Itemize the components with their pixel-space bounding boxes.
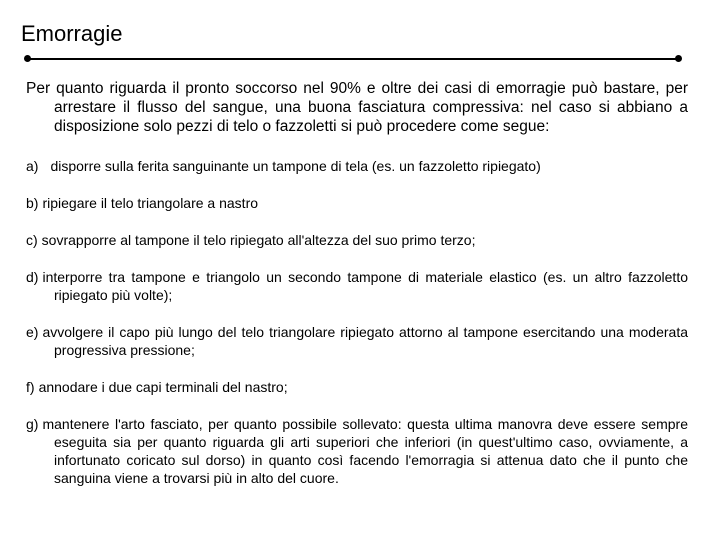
step-b (26, 194, 688, 212)
step-marker: a) (26, 158, 39, 174)
step-marker: c) (26, 232, 38, 248)
step-g (26, 415, 688, 487)
step-marker: f) (26, 379, 35, 395)
step-c (26, 231, 688, 249)
step-text: mantenere l'arto fasciato, per quanto possibile sollevato: questa ultima manovra deve essere sempre eseguita sia per quanto riguarda gli arti superiori che inferiori (in quest'ultimo caso, ovviamente, a infortunato coricato sul dorso) in quanto così facendo l'emorragia si attenua dato che il punto che sanguina viene a trovarsi più in alto del cuore. (42, 416, 688, 486)
steps-list (26, 157, 688, 487)
title-rule (27, 58, 679, 60)
step-d (26, 268, 688, 304)
step-text: disporre sulla ferita sanguinante un tampone di tela (es. un fazzoletto ripiegato) (50, 158, 541, 174)
slide-body (26, 79, 688, 487)
step-f (26, 378, 688, 396)
step-text: ripiegare il telo triangolare a nastro (42, 195, 259, 211)
step-marker: g) (26, 416, 39, 432)
title-rule-right-dot (675, 55, 682, 62)
step-text: avvolgere il capo più lungo del telo triangolare ripiegato attorno al tampone esercitando una moderata progressiva pressione; (42, 324, 688, 358)
step-text: interporre tra tampone e triangolo un secondo tampone di materiale elastico (es. un altro fazzoletto ripiegato più volte); (42, 269, 688, 303)
step-text: sovrapporre al tampone il telo ripiegato all'altezza del suo primo terzo; (41, 232, 476, 248)
step-marker: b) (26, 195, 39, 211)
intro-paragraph: Per quanto riguarda il pronto soccorso nel 90% e oltre dei casi di emorragie può bastare, per arrestare il flusso del sangue, una buona fasciatura compressiva: nel caso si abbiano a disposizione solo pezzi di telo o fazzoletti si può procedere come segue: (26, 80, 688, 135)
step-text: annodare i due capi terminali del nastro; (38, 379, 288, 395)
step-a (26, 157, 688, 175)
slide-title: Emorragie (21, 21, 123, 46)
step-marker: d) (26, 269, 39, 285)
step-marker: e) (26, 324, 39, 340)
step-e (26, 323, 688, 359)
